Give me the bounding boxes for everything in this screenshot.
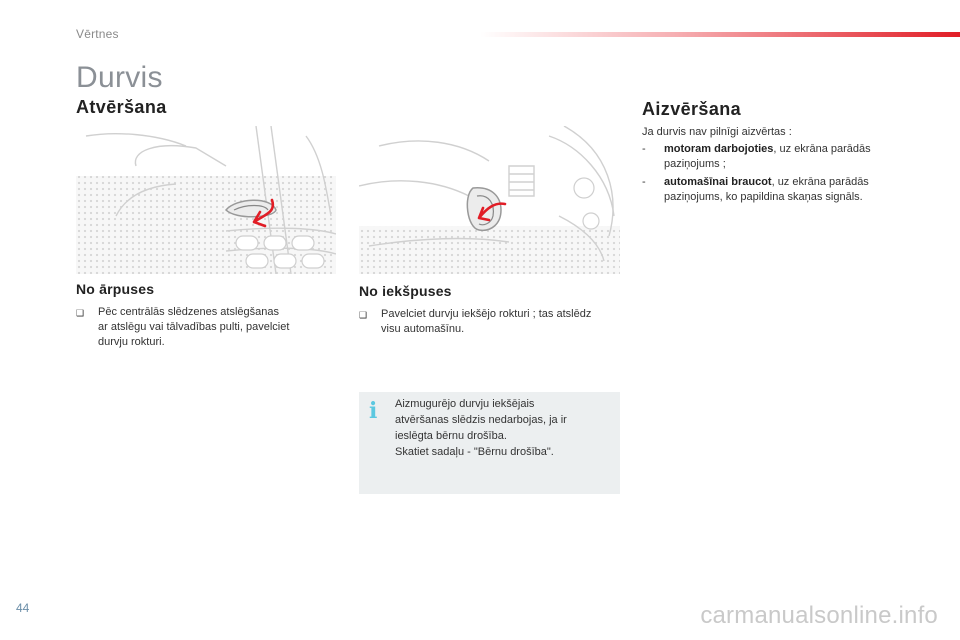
- outside-line-3: durvju rokturi.: [98, 336, 165, 348]
- dash-mark: -: [642, 143, 646, 155]
- closing-item-engine-running: [642, 142, 922, 174]
- opening-heading: Atvēršana: [76, 97, 167, 117]
- closing-heading: Aizvēršana: [642, 99, 742, 119]
- inside-line-1: Pavelciet durvju iekšējo rokturi ; tas atslēdz: [381, 308, 592, 320]
- dash-mark: -: [642, 176, 646, 188]
- page-number: 44: [16, 601, 30, 615]
- closing-item-driving: [642, 175, 932, 207]
- checkbox-bullet-icon: ❑: [76, 308, 85, 318]
- info-line-2: atvēršanas slēdzis nedarbojas, ja ir: [395, 414, 567, 426]
- page-title: Durvis: [76, 61, 163, 94]
- inside-line-2: visu automašīnu.: [381, 323, 465, 335]
- info-line-4: Skatiet sadaļu - "Bērnu drošība".: [395, 446, 554, 458]
- inside-instruction: [359, 307, 620, 339]
- checkbox-bullet-icon: ❑: [359, 310, 368, 320]
- closing-item-rest: , uz ekrāna parādās: [773, 143, 871, 155]
- header-accent-bar: [480, 32, 960, 37]
- closing-item-bold: motoram darbojoties: [664, 143, 774, 155]
- watermark: carmanualsonline.info: [700, 602, 938, 629]
- info-box: [359, 392, 620, 494]
- outside-heading: No ārpuses: [76, 281, 155, 297]
- closing-item-line2: paziņojums ;: [664, 158, 726, 170]
- outside-line-1: Pēc centrālās slēdzenes atslēgšanas: [98, 306, 279, 318]
- inside-heading: No iekšpuses: [359, 283, 452, 299]
- outside-instruction: [76, 305, 326, 353]
- info-line-1: Aizmugurējo durvju iekšējais: [395, 398, 535, 410]
- outside-line-2: ar atslēgu vai tālvadības pulti, pavelciet: [98, 321, 290, 333]
- closing-item-line2: paziņojums, ko papildina skaņas signāls.: [664, 191, 863, 203]
- closing-item-bold: automašīnai braucot: [664, 176, 772, 188]
- info-line-3: ieslēgta bērnu drošība.: [395, 430, 507, 442]
- closing-intro: Ja durvis nav pilnīgi aizvērtas :: [642, 126, 792, 138]
- closing-item-rest: , uz ekrāna parādās: [771, 176, 869, 188]
- section-label: Vērtnes: [76, 27, 119, 41]
- interior-handle-illustration: [359, 126, 620, 274]
- info-icon: i: [369, 398, 378, 424]
- exterior-handle-illustration: [76, 126, 336, 274]
